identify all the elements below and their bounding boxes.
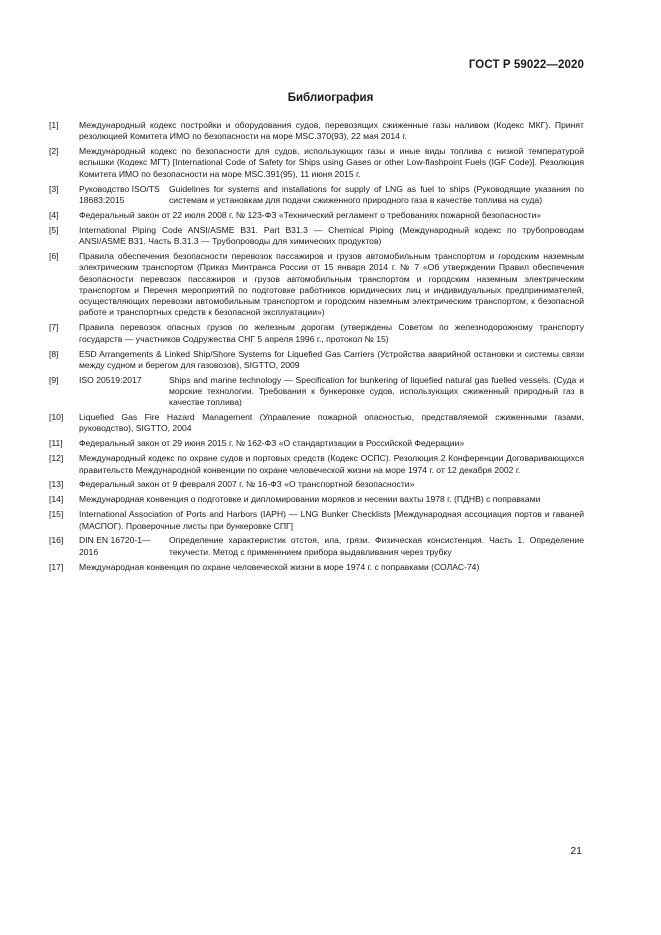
entry-text: Федеральный закон от 29 июня 2015 г. № 162-ФЗ «О стандартизации в Российской Федерации» bbox=[79, 438, 465, 449]
bibliography-entry-15 bbox=[49, 509, 584, 532]
bibliography-entry-7 bbox=[49, 322, 584, 345]
entry-number: [8] bbox=[49, 348, 59, 359]
entry-text: Федеральный закон от 22 июля 2008 г. № 123-ФЗ «Технический регламент о требованиях пожарной безопасности» bbox=[79, 209, 542, 220]
bibliography-entry-16 bbox=[49, 535, 584, 558]
entry-text: Федеральный закон от 9 февраля 2007 г. № 16-ФЗ «О транспортной безопасности» bbox=[79, 479, 415, 490]
page-number: 21 bbox=[570, 845, 582, 857]
bibliography-entry-10 bbox=[49, 412, 584, 435]
bibliography-entry-4 bbox=[49, 210, 584, 221]
entry-text: Международная конвенция о подготовке и дипломировании моряков и несении вахты 1978 г. (ПДНВ) с поправками bbox=[79, 494, 541, 505]
bibliography-entry-5 bbox=[49, 225, 584, 248]
bibliography-list bbox=[49, 120, 584, 576]
bibliography-entry-1 bbox=[49, 120, 584, 143]
entry-number: [12] bbox=[49, 453, 64, 464]
page-title: Библиография bbox=[287, 92, 374, 104]
entry-document-designation: DIN EN 16720-1—2016 bbox=[79, 535, 151, 557]
entry-number: [15] bbox=[49, 509, 64, 520]
entry-text: Ships and marine technology — Specification for bunkering of liquefied natural gas fuelled vessels. (Суда и морские технологии. Требования к бункеровке судов, использующих сжиженный природный газ в качестве топлива) bbox=[169, 374, 584, 408]
bibliography-entry-12 bbox=[49, 453, 584, 476]
entry-text: International Association of Ports and Harbors (IAPH) — LNG Bunker Checklists [Международная ассоциация портов и гаваней (МАСПОГ). Проверочные листы при бункеровке СПГ] bbox=[79, 509, 584, 531]
entry-number: [7] bbox=[49, 322, 59, 333]
entry-number: [14] bbox=[49, 494, 64, 505]
bibliography-entry-3 bbox=[49, 184, 584, 207]
entry-number: [9] bbox=[49, 374, 59, 385]
bibliography-entry-14 bbox=[49, 494, 584, 505]
entry-text: Международная конвенция по охране человеческой жизни в море 1974 г. с поправками (СОЛАС-74) bbox=[79, 561, 480, 572]
entry-number: [10] bbox=[49, 412, 64, 423]
bibliography-entry-11 bbox=[49, 438, 584, 449]
entry-number: [16] bbox=[49, 535, 64, 546]
entry-number: [1] bbox=[49, 120, 59, 130]
entry-number: [3] bbox=[49, 183, 59, 194]
entry-text: Международный кодекс по безопасности для судов, использующих газы и иные виды топлива с низкой температурой вспышки (Кодекс МГТ) [International Code of Safety for Ships using Gases or other Low-flashpoint Fuels (IGF Code)]. Резолюция Комитета ИМО по безопасности на море MSC.391(95), 11 июня 2015 г. bbox=[79, 146, 584, 179]
entry-number: [13] bbox=[49, 479, 64, 490]
entry-number: [2] bbox=[49, 146, 59, 157]
bibliography-entry-13 bbox=[49, 479, 584, 490]
entry-text: Правила перевозок опасных грузов по железным дорогам (утверждены Советом по железнодорожному транспорту государств — участников Содружества СНГ 5 апреля 1996 г., протокол № 15) bbox=[79, 322, 584, 344]
entry-number: [11] bbox=[49, 438, 63, 449]
entry-text: Определение характеристик отстоя, ила, грязи. Физическая консистенция. Часть 1. Определение текучести. Метод с применением прибора выдавливания через трубку bbox=[169, 535, 584, 557]
entry-number: [6] bbox=[49, 250, 59, 261]
entry-document-designation: Руководство ISO/TS 18683:2015 bbox=[79, 183, 160, 205]
entry-text: Международный кодекс по охране судов и портовых средств (Кодекс ОСПС). Резолюция 2 Конференции Договаривающихся правительств Международной конвенции по охране человеческой жизни на море 1974 г. от 12 декабря 2002 г. bbox=[79, 453, 584, 475]
bibliography-entry-17 bbox=[49, 562, 584, 573]
bibliography-entry-2 bbox=[49, 146, 584, 180]
entry-number: [5] bbox=[49, 224, 59, 235]
standard-number: ГОСТ Р 59022—2020 bbox=[468, 59, 584, 71]
entry-number: [17] bbox=[49, 561, 64, 572]
entry-text: ESD Arrangements & Linked Ship/Shore Systems for Liquefied Gas Carriers (Устройства аварийной остановки и системы связи между судном и берегом для газовозов), SIGTTO, 2009 bbox=[79, 348, 584, 370]
bibliography-entry-6 bbox=[49, 251, 584, 319]
entry-number: [4] bbox=[49, 209, 59, 220]
entry-document-designation: ISO 20519:2017 bbox=[79, 374, 142, 385]
entry-text: Правила обеспечения безопасности перевозок пассажиров и грузов автомобильным транспортом и городским наземным электрическим транспортом (Приказ Минтранса России от 15 января 2014 г. № 7 «Об утверждении Правил обеспечения безопасности перевозок пассажиров и грузов автомобильным транспортом и городским наземным электрическим транспортом и Перечня мероприятий по подготовке работников юридических лиц и индивидуальных предпринимателей, осуществляющих перевозки автомобильным транспортом и городским наземным электрическим транспортом, к безопасной работе и транспортных средств к безопасной эксплуатации») bbox=[79, 250, 584, 318]
bibliography-entry-9 bbox=[49, 375, 584, 409]
entry-text: Международный кодекс постройки и оборудования судов, перевозящих сжиженные газы наливом (Кодекс МКГ). Принят резолюцией Комитета ИМО по безопасности на море MSC.370(93), 22 мая 2014 г. bbox=[79, 120, 584, 142]
entry-text: Guidelines for systems and installations for supply of LNG as fuel to ships (Руководящие указания по системам и установкам для подачи сжиженного природного газа в качестве топлива на суда) bbox=[169, 183, 584, 205]
bibliography-entry-8 bbox=[49, 349, 584, 372]
entry-text: Liquefied Gas Fire Hazard Management (Управление пожарной опасностью, представляемой сжиженными газами, руководство), SIGTTO, 2004 bbox=[79, 412, 584, 434]
entry-text: International Piping Code ANSI/ASME B31. Part B31.3 — Chemical Piping (Международный кодекс по трубопроводам ANSI/ASME B31. Часть B.31.3 — Трубопроводы для химических продуктов) bbox=[79, 224, 584, 247]
